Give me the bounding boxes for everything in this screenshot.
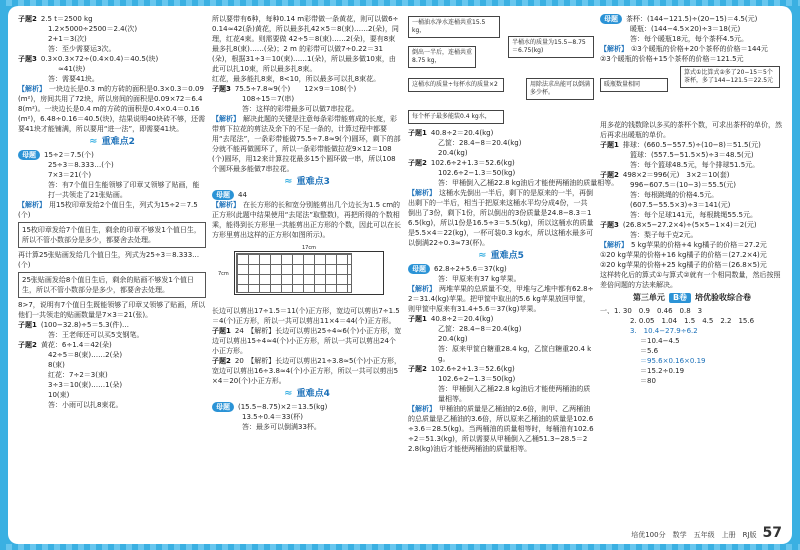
subtopic-label: 子题2 xyxy=(212,357,231,365)
wave-icon: ≈ xyxy=(284,388,293,399)
analysis-label: 【解析】 xyxy=(212,201,240,209)
answer-line: 8(束) xyxy=(48,361,65,369)
flow-box: 半桶水的质量为15.5−8.75＝6.75(kg) xyxy=(508,36,594,58)
subtopic-label: 子题3 xyxy=(600,221,619,229)
subtopic-label: 子题2 xyxy=(600,171,619,179)
wave-icon: ≈ xyxy=(284,176,293,187)
subtopic-label: 子题1 xyxy=(408,315,427,323)
flow-box: 暖瓶数量相同 xyxy=(600,78,668,92)
answer-line: 20.4(kg) xyxy=(438,335,468,343)
flow-box: 算式①比算式②多了20−15＝5个茶杯，多了144−121.5＝22.5元 xyxy=(680,66,780,88)
analysis-text: 这桶水先倒出一半后，剩下的是原来的一半，再倒出剩下的一半后，相当于把原来这桶水平均分成4份，一共倒出了3份，剩下1份，所以倒出的3份质量是24.8−8.3＝16.5(kg)，所以1份是16.5÷3＝5.5(kg)，所以这桶水的质量是5.5×4＝22(kg)，一杯可装0.3 kg水，所以这桶水最多可以倒满22÷0.3≈73(杯)。 xyxy=(408,189,594,247)
answer-line: 3÷3＝10(束)……1(朵) xyxy=(48,381,123,389)
answer-line: 红花：7÷2＝3(束) xyxy=(48,371,108,379)
answer-text: 24 【解析】长边可以剪出25÷4≈6(个)小正方形，宽边可以剪出15÷4≈4(个)小正方形，所以一共可以剪出24个小正方形。 xyxy=(212,327,402,355)
note-box xyxy=(18,272,206,298)
subtopic-label: 子题2 xyxy=(18,15,37,23)
rectangle-grid-figure xyxy=(212,243,402,303)
square-grid xyxy=(236,253,352,293)
section-header xyxy=(18,137,206,147)
mother-question-tag: 母题 xyxy=(408,264,430,274)
column-2 xyxy=(212,14,402,522)
analysis-text: 红花，最多能扎8束，8<10，所以最多可以扎8束花。 xyxy=(212,75,381,83)
answer-line: 2.5 t＝2500 kg xyxy=(40,15,93,23)
answer-line: 102.6÷2−1.3＝50(kg) xyxy=(438,375,516,383)
answer-line: 答：每个暖瓶18元，每个茶杯4.5元。 xyxy=(630,35,749,43)
answer-line: 一、1. 30 0.9 0.46 0.8 3 xyxy=(600,307,703,315)
answer-line: 42÷5＝8(束)……2(朵) xyxy=(48,351,123,359)
section-header xyxy=(212,177,402,187)
answer-line: 7×3＝21(个) xyxy=(48,171,92,179)
answer-line: 答：每个足球141元，每根跳绳55.5元。 xyxy=(630,211,757,219)
answer-line: 108÷15＝7(串) xyxy=(242,95,295,103)
answer-line: (15.5−8.75)×2＝13.5(kg) xyxy=(238,403,328,411)
subtopic-label: 子题1 xyxy=(212,327,231,335)
answer-line: 答：每根跳绳的价格4.5元。 xyxy=(630,191,719,199)
book-info: 培优100分 数学 五年级 上册 RJ版 xyxy=(631,531,757,539)
flow-box: 这桶水的质量÷每杯水的质量×2 xyxy=(408,78,504,92)
section-header xyxy=(212,389,402,399)
note-text: 25张贴画发给8个值日生后，剩余的贴画不够发1个值日生，所以不管小数部分是多少，都要舍去处理。 xyxy=(22,276,194,294)
mother-question-tag: 母题 xyxy=(18,150,40,160)
answer-line: 答：最多可以倒满33杯。 xyxy=(242,423,321,431)
section-title: 重难点3 xyxy=(296,177,330,187)
answer-line: 20.4(kg) xyxy=(438,149,468,157)
analysis-label: 【解析】 xyxy=(600,45,628,53)
subtopic-label: 子题2 xyxy=(408,365,427,373)
answer-line: 102.6÷2−1.3＝50(kg) xyxy=(438,169,516,177)
analysis-text: 这样转化后的算式①与算式②就有一个相同数量，然后按照差倍问题的方法来解决。 xyxy=(600,271,781,289)
analysis-text: ②20 kg苹果的价格+25 kg橘子的价格＝(26.8×5)元 xyxy=(600,261,767,269)
subtopic-label: 子题1 xyxy=(600,141,619,149)
analysis-text: 一块边长是0.3 m的方砖的面积是0.3×0.3＝0.09(m²)，房间共用了72块，所以房间的面积是0.09×72＝6.48(m²)。一块边长是0.4 m的方砖的面积是0.4×0.4＝0.16(m²)，6.48÷0.16＝40.5(块)，结果说明40块砖不够，还需要41块才能铺满，所以要用“进一法”，即需要41块。 xyxy=(18,85,206,133)
page-border-bottom xyxy=(0,544,800,550)
section-title: 重难点5 xyxy=(490,251,524,261)
analysis-label: 【解析】 xyxy=(600,241,628,249)
answer-line: 75.5÷7.8≈9(个) 12×9＝108(个) xyxy=(234,85,357,93)
answer-line: 答：甲桶倒入乙桶22.8 kg油后才能使两桶油的质量相等。 xyxy=(438,179,619,187)
answer-line: 13.5÷0.4＝33(杯) xyxy=(242,413,303,421)
answer-line: 996−607.5＝(10−3)＝55.5(元) xyxy=(630,181,737,189)
page-number: 57 xyxy=(762,525,782,541)
answer-line: 1.2×5000÷2500＝2.4(次) xyxy=(48,25,138,33)
subtopic-label: 子题1 xyxy=(18,321,37,329)
column-1 xyxy=(18,14,206,522)
answer-line: 0.3×0.3×72÷(0.4×0.4)＝40.5(块) xyxy=(40,55,159,63)
flow-box: 一桶油水净水连桶共重15.5 kg， xyxy=(408,16,500,38)
section-title: 重难点2 xyxy=(101,137,135,147)
analysis-text: 所以要带有6种，每种0.14 m彩带做一条黄花，则可以做6÷0.14≈42(条)黄花，所以最多扎42×5＝8(束)……2(朵)，同理，红花4束。则需要做 42÷5＝8(束)……2(朵)，要有8束最多扎8(束)……(朵)；2 m 的彩带可以做7÷0.22＝31(朵)，根据31÷3＝10(束)……1(朵)，所以最多做10束，由此可以扎10束，所以最多扎8束。 xyxy=(212,15,399,73)
answer-line: 15÷2＝7.5(个) xyxy=(44,151,94,159)
analysis-label: 【解析】 xyxy=(212,115,240,123)
analysis-text: 用15枚印章发给2个值日生，列式为15÷2＝7.5(个) xyxy=(18,201,198,219)
analysis-text: 长边可以剪出17÷1.5＝11(个)正方形，宽边可以剪出7÷1.5＝4(个)正方形，所以一共可以剪出11×4＝44(个)正方形。 xyxy=(212,307,400,325)
answer-line: ＝5.6 xyxy=(640,347,659,355)
subtopic-label: 子题2 xyxy=(18,341,37,349)
analysis-text: 8>7，说明有7个值日生既能领够了印章又领够了贴画，所以他们一共领走的贴画数量是7×3＝21(张)。 xyxy=(18,301,206,319)
page-footer xyxy=(631,525,782,541)
analysis-text: ①20 kg苹果的价格+16 kg橘子的价格＝(27.2×4)元 xyxy=(600,251,767,259)
analysis-text: 在长方形的长和宽分别能剪出几个边长为1.5 cm的正方形(此题中结果使用“去尾法”取整数)，再把所得的个数相乘，能得到长方形里一共能剪出正方形的个数，因此可以在长方形里剪出这样的正方形(如图所示)。 xyxy=(212,201,401,239)
analysis-label: 【解析】 xyxy=(408,405,436,413)
analysis-text: 用多花的钱数除以多买的茶杯个数，可求出茶杯的单价，然后再求出暖瓶的单价。 xyxy=(600,121,782,139)
mother-question-tag: 母题 xyxy=(600,14,622,24)
analysis-text: 两堆苹果的总质量不变，甲堆与乙堆中都有62.8÷2＝31.4(kg)苹果。把甲筐中取出的5.6 kg苹果放回甲筐，则甲筐中原来有31.4+5.6＝37(kg)苹果。 xyxy=(408,285,594,313)
section-title: 重难点4 xyxy=(296,389,330,399)
subtopic-label: 子题3 xyxy=(212,85,231,93)
flow-box: 倒出一半后，连桶共重8.75 kg， xyxy=(408,46,476,68)
section-header xyxy=(408,251,594,261)
analysis-text: 甲桶油的质量是乙桶油的2.6倍，则甲、乙两桶油的总质量是乙桶油的3.6倍，所以原来乙桶油的质量是102.6÷3.6＝28.5(kg)。当两桶油的质量相等时，每桶油有102.6÷2＝51.3(kg)，所以需要从甲桶倒入乙桶51.3−28.5＝22.8(kg)油后才能使两桶油的质量相等。 xyxy=(408,405,594,453)
unit-section-title xyxy=(600,293,784,303)
answer-line: 答：这样的彩带最多可以做7串拉花。 xyxy=(242,105,359,113)
answer-line: 答：小雨可以扎8束花。 xyxy=(48,401,123,409)
figure-top-label: 17cm xyxy=(302,245,316,251)
answer-line: 茶杯：(144−121.5)÷(20−15)＝4.5(元) xyxy=(626,15,758,23)
answer-line: 答：至少需要运3次。 xyxy=(48,45,116,53)
analysis-text: 5 kg苹果的价格+4 kg橘子的价格＝27.2元 xyxy=(631,241,767,249)
column-4 xyxy=(600,14,784,522)
subtopic-label: 子题1 xyxy=(408,129,427,137)
answer-line: 3. 10.4−27.9÷6.2 xyxy=(630,327,698,335)
answer-line: ≈41(块) xyxy=(58,65,86,73)
answer-line: (607.5−55.5×3)÷3＝141(元) xyxy=(630,201,731,209)
analysis-text: 再计算25张贴画发给几个值日生，列式为25÷3＝8.333…(个) xyxy=(18,251,200,269)
answer-line: 答：原来甲筐白糖重28.4 kg，乙筐白糖重20.4 kg。 xyxy=(438,345,592,363)
comparison-diagram xyxy=(600,66,784,118)
analysis-text: ①3个暖瓶的价格+20个茶杯的价格＝144元 xyxy=(631,45,768,53)
answer-text: 20 【解析】长边可以剪出21÷3.8≈5(个)小正方形，宽边可以剪出16÷3.8≈4(个)小正方形，所以一共可以剪出5×4＝20(个)小正方形。 xyxy=(212,357,401,385)
answer-line: 2+1＝3(次) xyxy=(48,35,87,43)
answer-line: 答：有7个值日生能领够了印章又领够了贴画，能打一共领走了21张贴画。 xyxy=(48,181,200,199)
answer-line: 乙筐：28.4−8＝20.4(kg) xyxy=(438,139,522,147)
answer-line: 62.8÷2+5.6＝37(kg) xyxy=(434,265,507,273)
mother-question-tag: 母题 xyxy=(212,190,234,200)
analysis-label: 【解析】 xyxy=(18,85,46,93)
answer-line: 25÷3＝8.333…(个) xyxy=(48,161,114,169)
answer-line: 答：甲桶倒入乙桶22.8 kg油后才能使两桶油的质量相等。 xyxy=(438,385,591,403)
figure-side-label: 7cm xyxy=(218,271,229,277)
mother-question-tag: 母题 xyxy=(212,402,234,412)
answer-line: 排球：(660.5−557.5)÷(10−8)＝51.5(元) xyxy=(622,141,761,149)
wave-icon: ≈ xyxy=(89,136,98,147)
answer-line: 498×2＝996(元) 3×2＝10(套) xyxy=(622,171,730,179)
answer-line: 答：梨子每千克2元。 xyxy=(630,231,698,239)
wave-icon: ≈ xyxy=(478,250,487,261)
answer-line: 40.8÷2＝20.4(kg) xyxy=(430,129,494,137)
answer-page xyxy=(8,6,792,544)
subtopic-label: 子题2 xyxy=(408,159,427,167)
analysis-text: 解决此题的关键是注意每条彩带能剪成的长度，彩带剪下拉花的剪法及余下的不足一条的，计算过程中都要用“去尾法”，一条彩带能做75.5÷7.8≈9(个)圆环，剩下的部分就不能再做圆环了，所以一条彩带能做拉花9×12＝108(个)圆环，用12来计算拉花最多15个圆环做一串，所以108个圆环最多能做7串拉花。 xyxy=(212,115,401,173)
note-text: 15枚印章发给7个值日生，剩余的印章不够发1个值日生，所以不管小数部分是多少，都要舍去处理。 xyxy=(22,226,201,244)
flow-box: 每个杯子最多能装0.4 kg水， xyxy=(408,110,504,124)
analysis-label: 【解析】 xyxy=(18,201,46,209)
flow-box: 用除法求出能可以倒满多少杯。 xyxy=(526,78,594,100)
answer-line: 102.6÷2+1.3＝52.6(kg) xyxy=(430,159,515,167)
answer-line: 黄花：6÷1.4＝42(朵) xyxy=(40,341,112,349)
analysis-label: 【解析】 xyxy=(408,285,436,293)
answer-line: 答：每个篮球48.5元，每个排球51.5元。 xyxy=(630,161,760,169)
note-box xyxy=(18,222,206,248)
paper-title: 培优验收综合卷 xyxy=(695,293,752,302)
answer-line: 暖瓶：(144−4.5×20)÷3＝18(元) xyxy=(630,25,741,33)
answer-line: 102.6÷2+1.3＝52.6(kg) xyxy=(430,365,515,373)
answer-line: 乙筐：28.4−8＝20.4(kg) xyxy=(438,325,522,333)
answer-line: ＝15.2÷0.19 xyxy=(640,367,685,375)
answer-line: (100−32.8)÷5＝5.3(件)… xyxy=(40,321,130,329)
answer-line: 2. 0.05 1.04 1.5 4.5 2.2 15.6 xyxy=(630,317,755,325)
analysis-text: ②3个暖瓶的价格+15个茶杯的价格＝121.5元 xyxy=(600,55,744,63)
answer-line: ＝80 xyxy=(640,377,656,385)
answer-line: 篮球：(557.5−51.5×5)÷3＝48.5(元) xyxy=(630,151,754,159)
unit-label: 第三单元 xyxy=(632,293,665,302)
answer-line: 答：需要41块。 xyxy=(48,75,99,83)
answer-line: ＝95.6×0.16×0.19 xyxy=(640,357,706,365)
subtopic-label: 子题3 xyxy=(18,55,37,63)
analysis-flowchart xyxy=(408,16,594,126)
answer-line: 40.8÷2＝20.4(kg) xyxy=(430,315,494,323)
answer-line: 10(束) xyxy=(48,391,70,399)
answer-line: ＝10.4−4.5 xyxy=(640,337,680,345)
answer-line: 答：王老师还可以买5支钢笔。 xyxy=(48,331,144,339)
answer-line: 答：甲原来有37 kg苹果。 xyxy=(438,275,521,283)
paper-badge: B卷 xyxy=(669,293,691,303)
answer-line: 44 xyxy=(238,191,247,199)
answer-line: (26.8×5−27.2×4)÷(5×5−1×4)＝2(元) xyxy=(622,221,757,229)
analysis-label: 【解析】 xyxy=(408,189,436,197)
